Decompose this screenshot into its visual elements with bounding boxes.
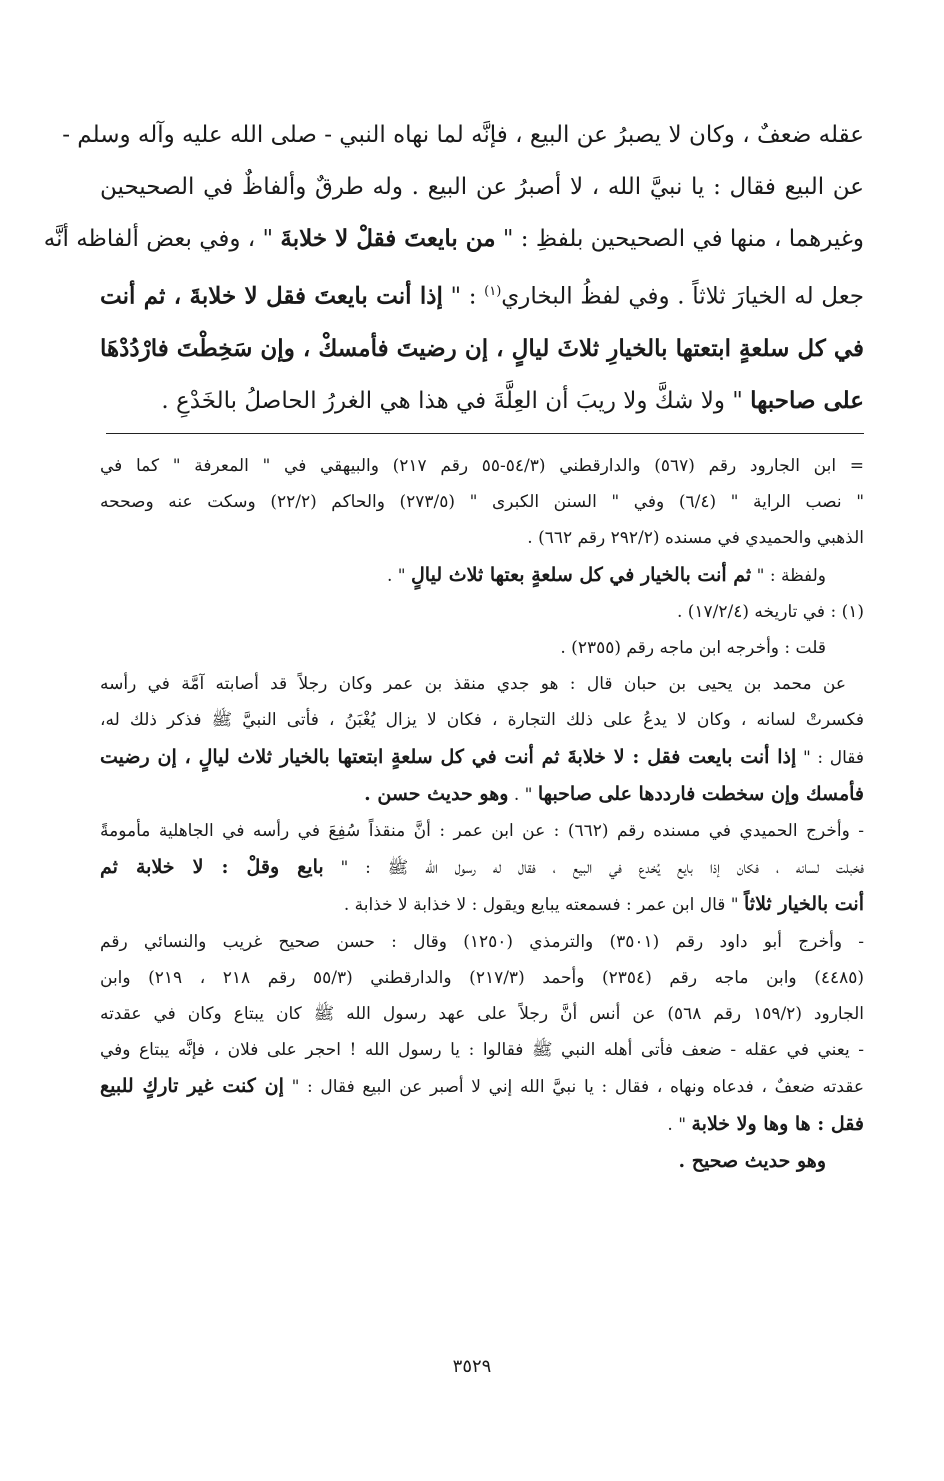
note-line: فأمسك وإن سخطت فارددها على صاحبها " . وهو حديث حسن .: [364, 782, 864, 805]
note-line: - وأخرج أبو داود رقم (٣٥٠١) والترمذي (١٢٥٠) وقال : حسن صحيح غريب والنسائي رقم: [100, 931, 865, 952]
note-line: = ابن الجارود رقم (٥٦٧) والدارقطني (٥٤/٣-٥٥ رقم ٢١٧) والبيهقي في " المعرفة " كما في: [100, 456, 864, 476]
main-line: على صاحبها " ولا شكَّ ولا ريبَ أن العِلَّةَ في هذا هي الغررُ الحاصلُ بالخَدْعِ .: [161, 387, 864, 415]
main-line: وغيرهما ، منها في الصحيحين بلفظِ : " من بايعتَ فقلْ لا خلابةَ " ، وفي بعض ألفاظه أنَّه: [43, 225, 864, 252]
note-line: - وأخرج الحميدي في مسنده رقم (٦٦٢) : عن ابن عمر : أنَّ منقذاً سُفِعَ في رأسه في الجاهلية مأمومةً: [100, 821, 865, 842]
note-line: " نصب الراية " (٦/٤) وفي " السنن الكبرى " (٢٧٣/٥) والحاكم (٢٢/٢) وسكت عنه وصححه: [100, 492, 865, 513]
note-line: الجارود (١٥٩/٢ رقم ٥٦٨) عن أنس أنَّ رجلاً على عهد رسول الله ﷺ كان يبتاع وكان في عقدته: [100, 1004, 864, 1025]
note-line: أنت بالخيار ثلاثاً " قال ابن عمر : فسمعته يبايع ويقول : لا خذابة لا خذابة .: [343, 893, 864, 916]
footnote-separator: [106, 433, 864, 434]
note-line: فكسرتْ لسانه ، وكان لا يدعُ على ذلك التجارة ، فكان لا يزال يُغْبَنُ ، فأتى النبيَّ ﷺ فذكر ذلك له،: [100, 710, 864, 731]
main-line: في كل سلعةٍ ابتعتها بالخيارِ ثلاثَ ليالٍ ، إن رضيتَ فأمسكْ ، وإن سَخِطْتَ فارْدُدْهَا: [100, 334, 864, 362]
main-line: عن البيع فقال : يا نبيَّ الله ، لا أصبرُ عن البيع . وله طرقٌ وألفاظٌ في الصحيحين: [100, 173, 864, 200]
note-line: الذهبي والحميدي في مسنده (٢٩٢/٢ رقم ٦٦٢) .: [527, 528, 864, 549]
main-text: [43, 110, 865, 428]
page-number: ٣٥٢٩: [452, 1356, 492, 1377]
note-line: فخبلت لسانه ، فكان إذا بايع يُخدع في البيع ، فقال له رسول الله ﷺ : " بايع وقلْ : لا خلابة ثم: [100, 856, 864, 879]
note-line: وهو حديث صحيح .: [678, 1149, 826, 1172]
note-line: ولفظة : " ثم أنت بالخيار في كل سلعةٍ بعتها ثلاث ليالٍ " .: [386, 563, 826, 586]
main-line: عقله ضعفٌ ، وكان لا يصبرُ عن البيع ، فإنَّه لما نهاه النبي - صلى الله عليه وآله وسلم -: [62, 122, 864, 148]
main-line: جعل له الخيارَ ثلاثاً . وفي لفظُ البخاري$^{(١)}$ : " إذا أنت بايعتَ فقل لا خلابةَ ، ثم أنت: [100, 282, 865, 310]
note-line: قلت : وأخرجه ابن ماجه رقم (٢٣٥٥) .: [560, 638, 826, 659]
note-line: فقال : " إذا أنت بايعت فقل : لا خلابةَ ثم أنت في كل سلعةٍ ابتعتها بالخيار ثلاث ليالٍ ، إن رضيت: [100, 745, 864, 768]
note-line: (٤٤٨٥) وابن ماجه رقم (٢٣٥٤) وأحمد (٢١٧/٣) والدارقطني (٥٥/٣ رقم ٢١٨ ، ٢١٩) وابن: [100, 967, 864, 988]
note-line: فقل : ها وها ولا خلابة " .: [667, 1112, 864, 1135]
footnotes: [100, 448, 864, 1180]
footnote-1: (١) : في تاريخه (١٧/٢/٤) .: [676, 601, 864, 622]
footnote-marker: (١): [484, 283, 502, 299]
note-line: عقدته ضعفٌ ، فدعاه ونهاه ، فقال : يا نبيَّ الله إني لا أصبر عن البيع فقال : " إن كنت غير تاركٍ للبيع: [100, 1075, 864, 1098]
note-line: عن محمد بن يحيى بن حبان قال : هو جدي منقذ بن عمر وكان رجلاً قد أصابته آمَّة في رأسه: [100, 674, 846, 695]
note-line: - يعني في عقله - ضعف فأتى أهله النبي ﷺ فقالوا : يا رسول الله ! احجر على فلان ، فإنَّه يبتاع وفي: [100, 1040, 864, 1061]
